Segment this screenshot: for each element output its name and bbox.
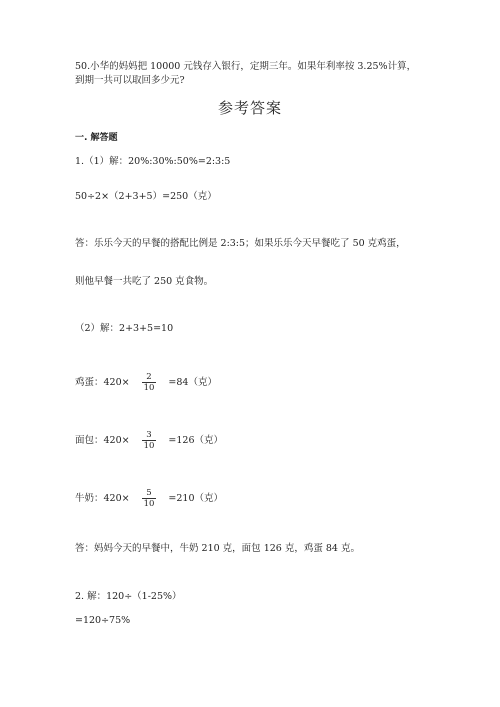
milk-fraction	[142, 488, 157, 509]
q2-solution: 2. 解：120÷（1-25%）	[75, 591, 182, 602]
milk-label: 牛奶：420×	[75, 493, 130, 504]
egg-fraction	[142, 372, 157, 393]
bread-result: =126（克）	[168, 435, 224, 446]
egg-calculation	[75, 372, 217, 393]
milk-calculation	[75, 488, 223, 509]
milk-result: =210（克）	[168, 493, 224, 504]
q1-calc-line: 50÷2×（2+3+5）=250（克）	[75, 191, 217, 202]
bread-calculation	[75, 430, 223, 451]
q1-final-answer: 答：妈妈今天的早餐中，牛奶 210 克，面包 126 克，鸡蛋 84 克。	[75, 543, 360, 554]
bread-fraction-numerator: 3	[142, 430, 157, 441]
egg-label: 鸡蛋：420×	[75, 377, 130, 388]
q2-step: =120÷75%	[75, 615, 131, 626]
section-heading: 一. 解答题	[75, 133, 118, 143]
egg-fraction-denominator: 10	[143, 383, 155, 393]
question-50-line-1: 50.小华的妈妈把 10000 元钱存入银行，定期三年。如果年利率按 3.25%计算，	[75, 61, 417, 72]
q1-part2-solution: （2）解：2+3+5=10	[75, 323, 174, 334]
bread-fraction	[142, 430, 157, 451]
q1-part1-solution: 1.（1）解：20%:30%:50%=2:3:5	[75, 156, 231, 167]
answer-title: 参考答案	[217, 99, 282, 117]
milk-fraction-numerator: 5	[142, 488, 157, 499]
milk-fraction-denominator: 10	[143, 499, 155, 509]
egg-fraction-numerator: 2	[142, 372, 157, 383]
q1-answer-line-2: 则他早餐一共吃了 250 克食物。	[75, 276, 214, 287]
q1-answer-line-1: 答：乐乐今天的早餐的搭配比例是 2:3:5；如果乐乐今天早餐吃了 50 克鸡蛋，	[75, 238, 406, 249]
bread-fraction-denominator: 10	[143, 441, 155, 451]
bread-label: 面包：420×	[75, 435, 130, 446]
question-50-line-2: 到期一共可以取回多少元?	[75, 75, 185, 86]
egg-result: =84（克）	[168, 377, 217, 388]
